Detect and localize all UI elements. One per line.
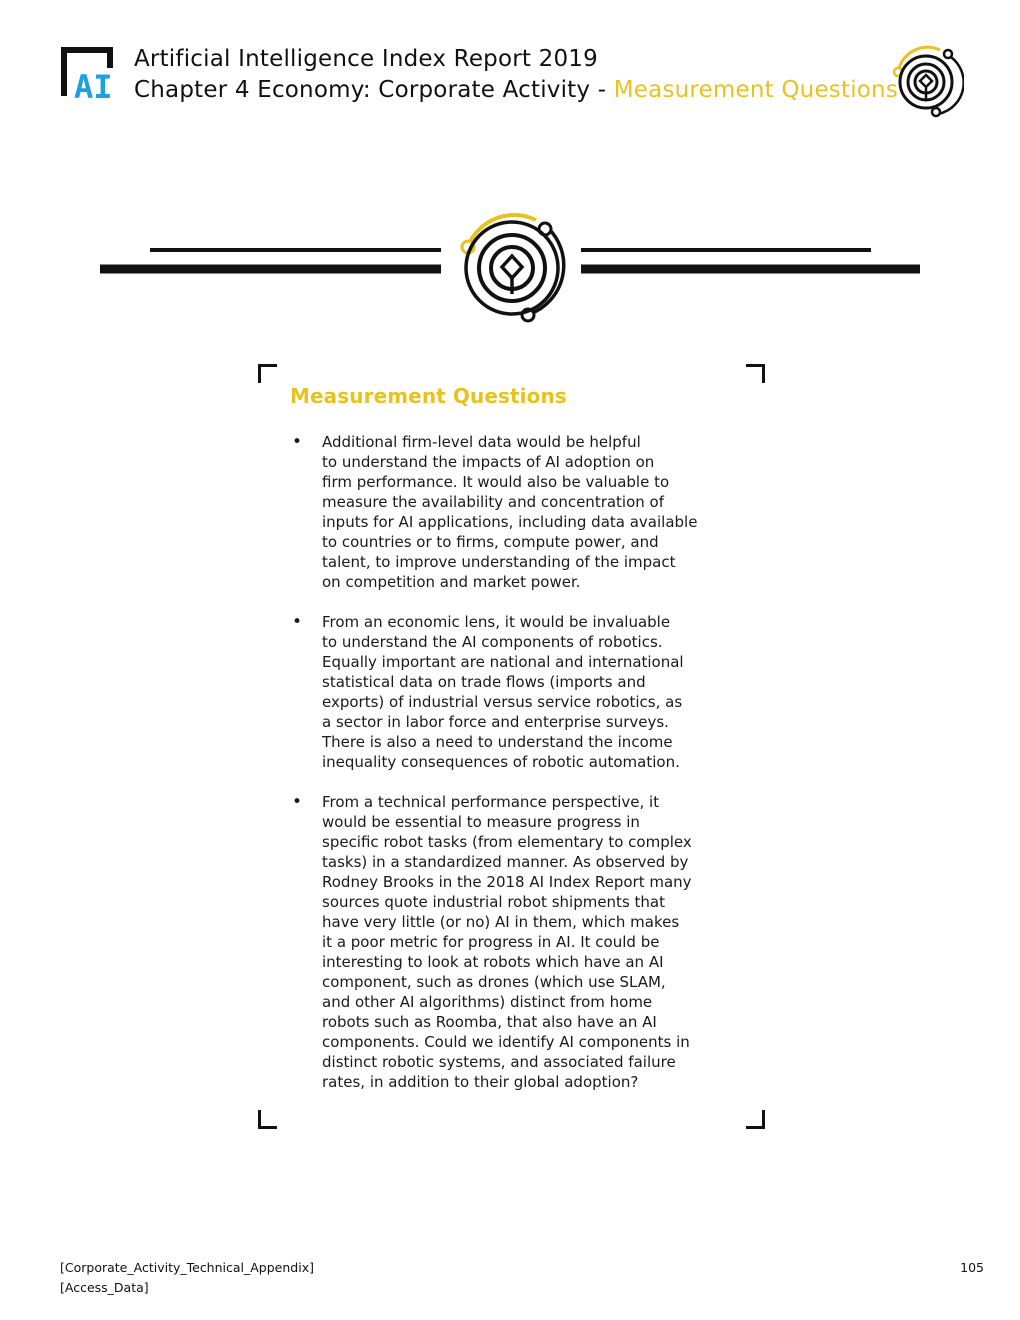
logo-text: AI <box>74 68 113 102</box>
bullet-line: rates, in addition to their global adoption? <box>322 1073 639 1091</box>
bullet-line: inputs for AI applications, including data available <box>322 513 698 531</box>
page-number: 105 <box>960 1260 984 1275</box>
bullet-line: on competition and market power. <box>322 573 581 591</box>
bullet-line: firm performance. It would also be valuable to <box>322 473 670 491</box>
frame-corner-bottom-left <box>258 1110 277 1129</box>
bullet-line: Additional firm-level data would be helpful <box>322 433 641 451</box>
page-header <box>134 44 898 106</box>
bullet-line: exports) of industrial versus service robotics, as <box>322 693 683 711</box>
bullet-line: From a technical performance perspective, it <box>322 793 660 811</box>
footer-links <box>60 1258 314 1298</box>
bullet-line: specific robot tasks (from elementary to complex <box>322 833 692 851</box>
bullet-line: to countries or to firms, compute power, and <box>322 533 659 551</box>
section-highlight: Measurement Questions <box>613 77 899 103</box>
bullet-line: talent, to improve understanding of the impact <box>322 553 676 571</box>
bullet-list <box>290 432 730 1112</box>
report-title: Artificial Intelligence Index Report 2019 <box>134 46 598 72</box>
bullet-line: have very little (or no) AI in them, which makes <box>322 913 680 931</box>
bullet-line: would be essential to measure progress in <box>322 813 640 831</box>
bullet-line: robots such as Roomba, that also have an AI <box>322 1013 657 1031</box>
frame-corner-top-right <box>746 364 765 383</box>
bullet-line: measure the availability and concentration of <box>322 493 665 511</box>
frame-corner-bottom-right <box>746 1110 765 1129</box>
bullet-dot-icon: • <box>292 792 303 812</box>
bullet-line: From an economic lens, it would be invaluable <box>322 613 671 631</box>
divider-emblem-icon <box>462 215 564 321</box>
access-data-link[interactable]: [Access_Data] <box>60 1280 149 1295</box>
appendix-link[interactable]: [Corporate_Activity_Technical_Appendix] <box>60 1260 314 1275</box>
bullet-line: it a poor metric for progress in AI. It could be <box>322 933 660 951</box>
bullet-dot-icon: • <box>292 612 303 632</box>
bullet-line: inequality consequences of robotic automation. <box>322 753 680 771</box>
section-divider <box>98 210 922 330</box>
bullet-line: distinct robotic systems, and associated failure <box>322 1053 676 1071</box>
bullet-line: component, such as drones (which use SLAM, <box>322 973 666 991</box>
bullet-item <box>290 612 730 772</box>
bullet-line: statistical data on trade flows (imports and <box>322 673 646 691</box>
bullet-line: tasks) in a standardized manner. As observed by <box>322 853 689 871</box>
bullet-item <box>290 432 730 592</box>
bullet-line: Equally important are national and international <box>322 653 684 671</box>
bullet-item <box>290 792 730 1092</box>
bullet-line: interesting to look at robots which have an AI <box>322 953 664 971</box>
ai-index-logo-icon <box>60 46 120 102</box>
orbit-emblem-icon <box>888 42 964 118</box>
bullet-line: and other AI algorithms) distinct from home <box>322 993 653 1011</box>
bullet-dot-icon: • <box>292 432 303 452</box>
bullet-line: Rodney Brooks in the 2018 AI Index Report many <box>322 873 692 891</box>
bullet-line: to understand the AI components of robotics. <box>322 633 663 651</box>
chapter-subtitle <box>134 75 898 106</box>
chapter-label: Chapter 4 Economy: Corporate Activity - <box>134 77 614 103</box>
bullet-line: sources quote industrial robot shipments that <box>322 893 665 911</box>
bullet-line: There is also a need to understand the income <box>322 733 673 751</box>
section-title: Measurement Questions <box>290 384 567 408</box>
bullet-line: components. Could we identify AI components in <box>322 1033 690 1051</box>
bullet-line: to understand the impacts of AI adoption on <box>322 453 655 471</box>
frame-corner-top-left <box>258 364 277 383</box>
bullet-line: a sector in labor force and enterprise surveys. <box>322 713 669 731</box>
